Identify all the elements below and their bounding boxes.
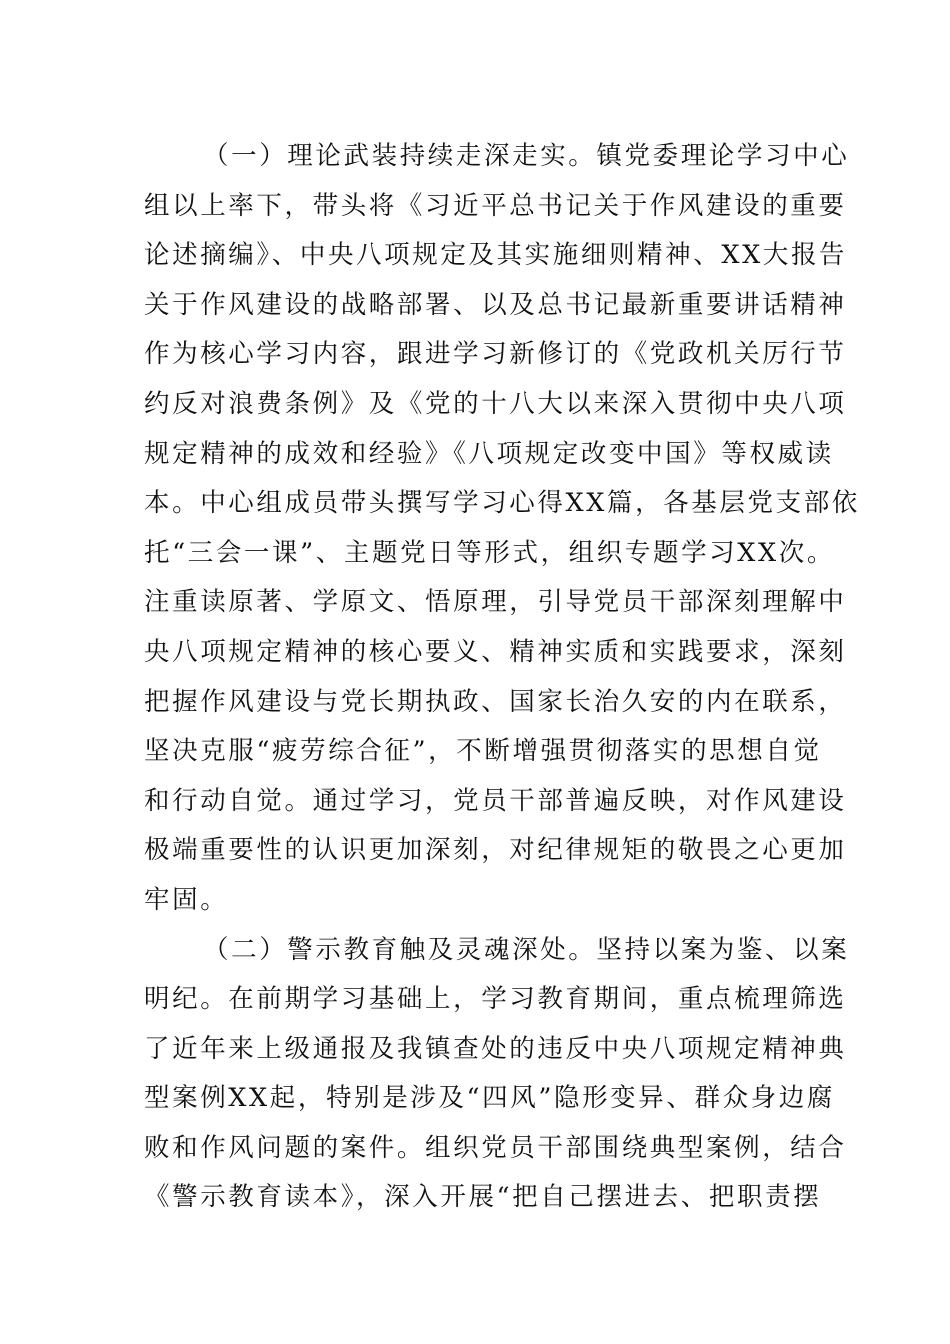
text-line: 规定精神的成效和经验》《八项规定改变中国》等权威读 [144, 438, 834, 469]
paragraph-1 [144, 132, 860, 926]
text-line: 《警示教育读本》，深入开展“把自己摆进去、把职责摆 [144, 1182, 822, 1213]
text-line: 败和作风问题的案件。组织党员干部围绕典型案例，结合 [144, 1132, 847, 1163]
text-line: 作为核心学习内容，跟进学习新修订的《党政机关厉行节 [144, 339, 847, 370]
text-line: 组以上率下，带头将《习近平总书记关于作风建设的重要 [144, 190, 847, 221]
text-line: 本。中心组成员带头撰写学习心得XX篇，各基层党支部依 [144, 488, 860, 519]
text-line: 坚决克服“疲劳综合征”，不断增强贯彻落实的思想自觉 [144, 736, 822, 767]
text-line: 央八项规定精神的核心要义、精神实质和实践要求，深刻 [144, 636, 847, 667]
text-line: 型案例XX起，特别是涉及“四风”隐形变异、群众身边腐 [144, 1083, 835, 1114]
text-line: 关于作风建设的战略部署、以及总书记最新重要讲话精神 [144, 289, 847, 320]
text-line: 了近年来上级通报及我镇查处的违反中央八项规定精神典 [144, 1033, 847, 1064]
text-line: 注重读原著、学原文、悟原理，引导党员干部深刻理解中 [144, 587, 847, 618]
text-line: 托“三会一课”、主题党日等形式，组织专题学习XX次。 [144, 537, 835, 568]
text-line: 极端重要性的认识更加深刻，对纪律规矩的敬畏之心更加 [144, 835, 847, 866]
text-line: 论述摘编》、中央八项规定及其实施细则精神、XX大报告 [144, 240, 848, 271]
text-line: （二）警示教育触及灵魂深处。坚持以案为鉴、以案 [203, 934, 850, 965]
body-text [144, 132, 860, 1223]
text-line: 牢固。 [144, 884, 229, 915]
text-line: （一）理论武装持续走深走实。镇党委理论学习中心 [203, 141, 850, 171]
text-line: 明纪。在前期学习基础上，学习教育期间，重点梳理筛选 [144, 984, 847, 1015]
text-line: 约反对浪费条例》及《党的十八大以来深入贯彻中央八项 [144, 388, 847, 419]
text-line: 和行动自觉。通过学习，党员干部普遍反映，对作风建设 [144, 785, 847, 816]
paragraph-2 [144, 926, 850, 1224]
text-line: 把握作风建设与党长期执政、国家长治久安的内在联系， [144, 686, 847, 717]
